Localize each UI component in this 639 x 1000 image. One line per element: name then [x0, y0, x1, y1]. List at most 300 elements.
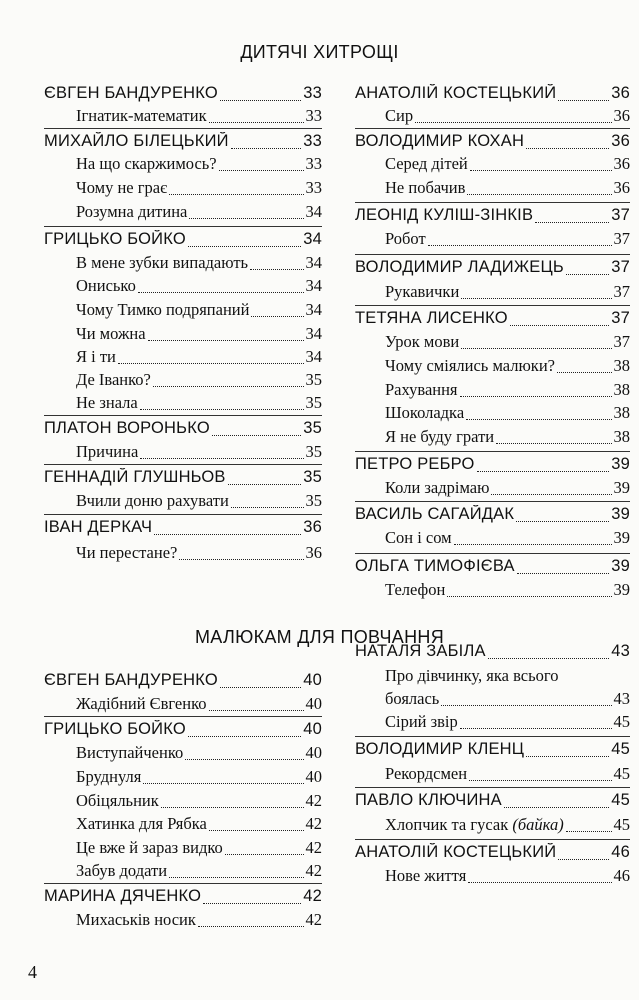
page-ref: 42	[305, 814, 322, 833]
entry-text: Причина	[76, 442, 139, 461]
author-name	[44, 887, 201, 906]
work-title	[76, 178, 167, 198]
author-separator	[355, 501, 630, 502]
work-title	[76, 370, 151, 390]
toc-work-entry	[76, 743, 322, 765]
toc-work-entry	[385, 764, 630, 786]
entry-text: ВАСИЛЬ САГАЙДАК	[355, 505, 515, 523]
author-name	[44, 468, 226, 487]
toc-work-entry	[76, 814, 322, 836]
entry-text: Чому не грає	[76, 178, 168, 197]
toc-author-entry	[44, 720, 322, 742]
page-ref: 35	[305, 442, 322, 461]
work-title	[385, 764, 467, 784]
work-title	[76, 276, 136, 296]
entry-text: НАТАЛЯ ЗАБІЛА	[355, 642, 486, 660]
author-separator	[355, 839, 630, 840]
section-title-1: ДИТЯЧІ ХИТРОЩІ	[240, 42, 399, 62]
work-title	[76, 543, 177, 563]
page-ref: 33	[303, 132, 322, 150]
toc-work-entry	[76, 694, 322, 716]
entry-text: ВОЛОДИМИР КОХАН	[355, 132, 525, 150]
dot-leader	[179, 559, 303, 560]
work-title	[76, 106, 207, 126]
work-title	[76, 442, 138, 462]
entry-text: Чи можна	[76, 324, 146, 343]
page-ref: 40	[305, 694, 322, 713]
author-name	[44, 720, 186, 739]
page-ref: 42	[305, 838, 322, 857]
entry-text: ЄВГЕН БАНДУРЕНКО	[44, 84, 218, 102]
dot-leader	[140, 409, 304, 410]
entry-text: Телефон	[385, 580, 446, 599]
author-separator	[355, 202, 630, 203]
dot-leader	[250, 269, 303, 270]
entry-text: Розумна дитина	[76, 202, 188, 221]
page-ref: 37	[611, 258, 630, 276]
dot-leader	[566, 831, 612, 832]
author-name	[355, 132, 524, 151]
author-name	[44, 518, 152, 537]
work-title	[76, 202, 187, 222]
page-ref: 40	[303, 671, 322, 689]
author-separator	[355, 305, 630, 306]
author-separator	[44, 415, 322, 416]
toc-work-entry	[76, 324, 322, 346]
entry-text: ЛЕОНІД КУЛІШ-ЗІНКІВ	[355, 206, 534, 224]
page-ref: 43	[611, 642, 630, 660]
toc-work-entry	[76, 838, 322, 860]
author-separator	[355, 451, 630, 452]
dot-leader	[148, 340, 304, 341]
author-separator	[44, 716, 322, 717]
dot-leader	[251, 316, 303, 317]
page-ref: 33	[305, 178, 322, 197]
author-name	[355, 557, 515, 576]
toc-work-entry	[385, 154, 630, 176]
dot-leader	[469, 780, 611, 781]
dot-leader	[185, 759, 303, 760]
dot-leader	[203, 903, 301, 904]
work-title	[76, 861, 167, 881]
entry-text: Виступайченко	[76, 743, 184, 762]
page-ref: 40	[305, 767, 322, 786]
toc-work-entry	[76, 442, 322, 464]
entry-text: На що скаржимось?	[76, 154, 217, 173]
dot-leader	[460, 396, 612, 397]
author-name	[355, 843, 556, 862]
entry-text: боялась	[385, 689, 440, 708]
dot-leader	[138, 292, 304, 293]
dot-leader	[169, 194, 303, 195]
page-ref: 36	[613, 106, 630, 125]
entry-text: ПЕТРО РЕБРО	[355, 455, 475, 473]
page-ref: 35	[305, 370, 322, 389]
toc-work-entry	[76, 767, 322, 789]
work-title	[385, 478, 489, 498]
dot-leader	[140, 458, 303, 459]
author-separator	[355, 787, 630, 788]
page-ref: 34	[305, 324, 322, 343]
work-title	[385, 356, 555, 376]
toc-author-entry	[355, 258, 630, 280]
page-ref: 45	[613, 764, 630, 783]
work-title	[385, 580, 445, 600]
author-name	[355, 740, 524, 759]
toc-work-entry	[76, 910, 322, 932]
dot-leader	[143, 783, 303, 784]
dot-leader	[209, 122, 304, 123]
toc-work-entry	[76, 276, 322, 298]
dot-leader	[516, 521, 609, 522]
author-name	[44, 84, 218, 103]
work-title	[76, 253, 248, 273]
toc-work-entry	[76, 106, 322, 128]
work-title	[385, 106, 413, 126]
toc-author-entry	[355, 557, 630, 579]
page-ref: 36	[305, 543, 322, 562]
page-ref: 34	[305, 202, 322, 221]
page-ref: 34	[305, 300, 322, 319]
page-ref: 39	[613, 478, 630, 497]
dot-leader	[461, 348, 611, 349]
author-separator	[44, 464, 322, 465]
dot-leader	[526, 756, 609, 757]
page-ref: 36	[611, 84, 630, 102]
dot-leader	[557, 372, 612, 373]
entry-text: ЄВГЕН БАНДУРЕНКО	[44, 671, 218, 689]
dot-leader	[535, 222, 609, 223]
entry-text: Ігнатик-математик	[76, 106, 207, 125]
dot-leader	[566, 274, 609, 275]
author-name	[44, 230, 186, 249]
dot-leader	[428, 245, 612, 246]
work-title	[76, 910, 196, 930]
page-ref: 35	[303, 468, 322, 486]
dot-leader	[198, 926, 304, 927]
dot-leader	[228, 484, 302, 485]
entry-text: Чому Тимко подряпаний	[76, 300, 250, 319]
page-ref: 34	[303, 230, 322, 248]
entry-text: ПАВЛО КЛЮЧИНА	[355, 791, 502, 809]
toc-work-entry	[385, 689, 630, 711]
page-ref: 34	[305, 253, 322, 272]
toc-author-entry	[355, 309, 630, 331]
dot-leader	[468, 882, 611, 883]
entry-text: Забув додати	[76, 861, 168, 880]
toc-work-entry	[385, 380, 630, 402]
dot-leader	[209, 710, 304, 711]
page-ref: 37	[613, 282, 630, 301]
dot-leader	[220, 100, 301, 101]
entry-text: ВОЛОДИМИР КЛЕНЦ	[355, 740, 525, 758]
author-name	[355, 642, 486, 661]
entry-text: Де Іванко?	[76, 370, 151, 389]
toc-work-entry	[385, 528, 630, 550]
page-ref: 42	[305, 791, 322, 810]
dot-leader	[231, 148, 302, 149]
work-title	[385, 229, 426, 249]
work-title	[76, 767, 141, 787]
entry-text: Я і ти	[76, 347, 116, 366]
entry-text: Коли задрімаю	[385, 478, 490, 497]
work-title	[76, 838, 223, 858]
entry-text: Чому сміялись малюки?	[385, 356, 555, 375]
toc-work-entry	[76, 253, 322, 275]
entry-text: МАРИНА ДЯЧЕНКО	[44, 887, 202, 905]
page-ref: 43	[613, 689, 630, 708]
work-title	[385, 282, 459, 302]
entry-text: ПЛАТОН ВОРОНЬКО	[44, 419, 210, 437]
page-ref: 46	[611, 843, 630, 861]
entry-text: Нове життя	[385, 866, 467, 885]
dot-leader	[154, 534, 301, 535]
page-ref: 37	[611, 309, 630, 327]
entry-text: Сон і сом	[385, 528, 452, 547]
dot-leader	[209, 830, 304, 831]
dot-leader	[225, 854, 304, 855]
author-name	[355, 309, 508, 328]
dot-leader	[441, 705, 611, 706]
work-title	[385, 815, 564, 835]
author-separator	[355, 128, 630, 129]
dot-leader	[526, 148, 609, 149]
page-ref: 42	[305, 910, 322, 929]
page-ref: 45	[611, 791, 630, 809]
entry-text: Хатинка для Рябка	[76, 814, 207, 833]
page-ref: 34	[305, 276, 322, 295]
toc-author-entry	[355, 791, 630, 813]
dot-leader	[488, 658, 610, 659]
entry-text: Не знала	[76, 393, 138, 412]
author-name	[44, 132, 229, 151]
entry-text: Жадібний Євгенко	[76, 694, 207, 713]
entry-text: Робот	[385, 229, 426, 248]
page-ref: 38	[613, 356, 630, 375]
entry-text: Вчили доню рахувати	[76, 491, 229, 510]
entry-text: Рукавички	[385, 282, 460, 301]
toc-work-entry	[385, 229, 630, 251]
dot-leader	[188, 246, 301, 247]
dot-leader	[169, 877, 303, 878]
toc-work-entry	[385, 580, 630, 602]
dot-leader	[153, 386, 304, 387]
entry-text: ІВАН ДЕРКАЧ	[44, 518, 153, 536]
dot-leader	[461, 298, 611, 299]
toc-author-entry	[44, 84, 322, 106]
toc-work-entry	[385, 332, 630, 354]
page-ref: 39	[613, 580, 630, 599]
entry-text: Михаськів носик	[76, 910, 196, 929]
entry-text: Урок мови	[385, 332, 460, 351]
toc-author-entry	[355, 84, 630, 106]
work-title	[76, 814, 207, 834]
toc-work-entry	[385, 427, 630, 449]
page-ref: 38	[613, 403, 630, 422]
author-separator	[44, 883, 322, 884]
page-number: 4	[28, 962, 37, 982]
toc-work-entry	[385, 282, 630, 304]
entry-text: Я не буду грати	[385, 427, 495, 446]
work-title	[385, 154, 468, 174]
toc-work-entry	[76, 543, 322, 565]
toc-author-entry	[44, 887, 322, 909]
entry-text: АНАТОЛІЙ КОСТЕЦЬКИЙ	[355, 84, 557, 102]
author-separator	[355, 254, 630, 255]
toc-work-entry	[76, 791, 322, 813]
entry-text: ВОЛОДИМИР ЛАДИЖЕЦЬ	[355, 258, 564, 276]
author-separator	[355, 553, 630, 554]
work-title	[385, 528, 452, 548]
page-ref: 45	[611, 740, 630, 758]
toc-author-entry	[355, 740, 630, 762]
toc-work-title: Про дівчинку, яка всього	[385, 666, 559, 685]
page-ref: 45	[613, 712, 630, 731]
author-name	[355, 791, 502, 810]
entry-text: Сірий звір	[385, 712, 458, 731]
work-title	[385, 380, 458, 400]
toc-author-entry	[44, 132, 322, 154]
dot-leader	[558, 859, 609, 860]
dot-leader	[188, 736, 301, 737]
entry-text: Не побачив	[385, 178, 466, 197]
entry-text: ТЕТЯНА ЛИСЕНКО	[355, 309, 508, 327]
toc-work-entry	[76, 491, 322, 513]
author-name	[355, 206, 533, 225]
toc-work-entry	[385, 866, 630, 888]
dot-leader	[504, 807, 609, 808]
entry-text: Це вже й зараз видко	[76, 838, 223, 857]
page-ref: 40	[303, 720, 322, 738]
author-separator	[44, 226, 322, 227]
author-separator	[355, 736, 630, 737]
entry-text: АНАТОЛІЙ КОСТЕЦЬКИЙ	[355, 843, 557, 861]
toc-work-entry	[385, 815, 630, 837]
page-ref: 40	[305, 743, 322, 762]
entry-text: В мене зубки випадають	[76, 253, 249, 272]
entry-text: МИХАЙЛО БІЛЕЦЬКИЙ	[44, 132, 229, 150]
toc-author-entry	[355, 455, 630, 477]
entry-text: Обіцяльник	[76, 791, 159, 810]
dot-leader	[220, 687, 301, 688]
author-name	[44, 671, 218, 690]
entry-text: Хлопчик та гусак	[385, 815, 509, 834]
dot-leader	[470, 170, 612, 171]
work-title	[76, 393, 138, 413]
page-ref: 39	[611, 557, 630, 575]
toc-author-entry	[44, 518, 322, 540]
section-title-2: МАЛЮКАМ ДЛЯ ПОВЧАННЯ	[194, 627, 445, 647]
author-name	[355, 258, 564, 277]
work-title	[76, 791, 159, 811]
page-ref: 38	[613, 380, 630, 399]
entry-text: ГЕННАДІЙ ГЛУШНЬОВ	[44, 468, 226, 486]
page-ref: 37	[611, 206, 630, 224]
entry-text: ОЛЬГА ТИМОФІЄВА	[355, 557, 515, 575]
entry-text: Бруднуля	[76, 767, 142, 786]
toc-author-entry	[355, 843, 630, 865]
work-title	[76, 694, 207, 714]
entry-text: ГРИЦЬКО БОЙКО	[44, 720, 186, 738]
dot-leader	[219, 170, 304, 171]
toc-work-entry	[76, 154, 322, 176]
entry-note: (байка)	[512, 815, 564, 834]
page-ref: 39	[611, 455, 630, 473]
toc-author-entry	[44, 468, 322, 490]
page-ref: 38	[613, 427, 630, 446]
entry-text: Рекордсмен	[385, 764, 468, 783]
toc-work-entry	[76, 861, 322, 883]
page-ref: 35	[305, 393, 322, 412]
work-title	[385, 712, 458, 732]
page-ref: 42	[303, 887, 322, 905]
author-name	[355, 455, 475, 474]
work-title	[76, 324, 146, 344]
page-ref: 36	[303, 518, 322, 536]
dot-leader	[517, 573, 610, 574]
page-ref: 33	[305, 154, 322, 173]
page-ref: 35	[305, 491, 322, 510]
dot-leader	[467, 194, 611, 195]
entry-text: Шоколадка	[385, 403, 465, 422]
dot-leader	[118, 363, 304, 364]
page-ref: 42	[305, 861, 322, 880]
page-ref: 39	[613, 528, 630, 547]
toc-work-entry	[76, 347, 322, 369]
entry-text: Сир	[385, 106, 414, 125]
toc-work-entry	[385, 178, 630, 200]
toc-work-entry	[76, 370, 322, 392]
toc-author-entry	[355, 505, 630, 527]
page-ref: 37	[613, 229, 630, 248]
toc-author-entry	[355, 206, 630, 228]
toc-author-entry	[355, 642, 630, 664]
dot-leader	[510, 325, 609, 326]
toc-work-entry	[385, 403, 630, 425]
toc-author-entry	[44, 671, 322, 693]
author-separator	[44, 128, 322, 129]
page-ref: 34	[305, 347, 322, 366]
page-ref: 36	[611, 132, 630, 150]
toc-work-entry	[76, 300, 322, 322]
toc-work-entry	[76, 202, 322, 224]
toc-work-entry	[385, 712, 630, 734]
work-title	[385, 427, 494, 447]
author-separator	[44, 514, 322, 515]
work-title	[385, 178, 465, 198]
work-title	[76, 300, 249, 320]
dot-leader	[161, 807, 304, 808]
dot-leader	[231, 507, 304, 508]
toc-work-entry	[385, 478, 630, 500]
page-ref: 37	[613, 332, 630, 351]
work-title	[385, 403, 464, 423]
author-name	[355, 505, 514, 524]
toc-work-entry	[76, 393, 322, 415]
entry-text: ГРИЦЬКО БОЙКО	[44, 230, 186, 248]
dot-leader	[447, 596, 611, 597]
toc-author-entry	[44, 419, 322, 441]
dot-leader	[454, 544, 612, 545]
page-ref: 36	[613, 154, 630, 173]
page-ref: 46	[613, 866, 630, 885]
dot-leader	[496, 443, 611, 444]
page-ref: 35	[303, 419, 322, 437]
toc-work-entry	[385, 106, 630, 128]
dot-leader	[212, 435, 301, 436]
dot-leader	[466, 419, 611, 420]
page-ref: 39	[611, 505, 630, 523]
